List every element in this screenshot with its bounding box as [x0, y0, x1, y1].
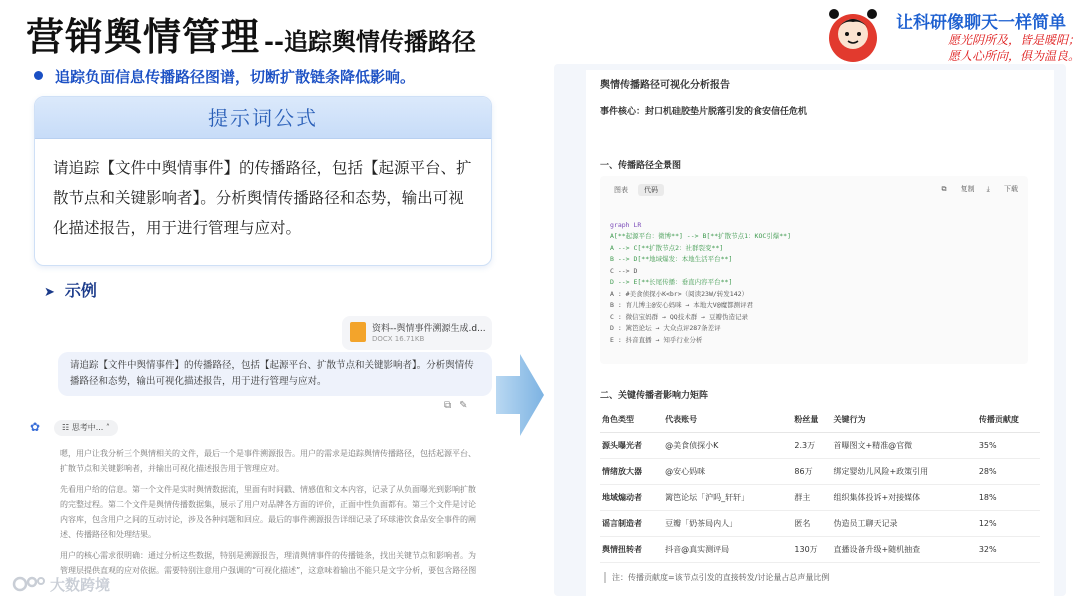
thinking-label: 思考中... [71, 423, 104, 432]
title-main: 营销舆情管理 [26, 15, 261, 59]
table-cell: 群主 [792, 484, 831, 510]
thinking-toggle[interactable]: ☷ 思考中... ˄ [54, 420, 118, 436]
code-tabs [608, 184, 668, 198]
table-cell: @安心妈咪 [663, 458, 792, 484]
download-button[interactable]: ⤓ 下载 [986, 185, 1018, 193]
table-cell: 2.3万 [792, 432, 831, 458]
influence-matrix-table [600, 408, 1040, 563]
code-content [610, 208, 791, 369]
copy-label: 复制 [960, 185, 975, 193]
ai-paragraph: 先看用户给的信息。第一个文件是实时舆情数据流，里面有时间戳、情感值和文本内容，记录了从负面曝光到影响扩散的完整过程。第二个文件是舆情传播数据集，展示了用户对品牌各方面的评价，正面中性负面都有。第三个文件是讨论内容库，包含用户之间的互动讨论，涉及各种问题和回应。最后的事件溯源报告详细记录了环球港饮食品安全事件的阐述、传播路径和处理结果。 [60, 485, 476, 539]
table-cell: 情绪放大器 [600, 458, 663, 484]
table-cell: 伪造员工聊天记录 [831, 510, 976, 536]
report-note: 注：传播贡献度=该节点引发的直接转发/讨论量占总声量比例 [604, 572, 829, 583]
user-message: 请追踪【文件中舆情事件】的传播路径，包括【起源平台、扩散节点和关键影响者】。分析舆情传播路径和态势，输出可视化描述报告，用于进行管理与应对。 [58, 352, 492, 396]
bullet-text: 追踪负面信息传播路径图谱，切断扩散链条降低影响。 [55, 68, 416, 86]
report-section2-heading: 二、关键传播者影响力矩阵 [600, 391, 709, 401]
brand-motto-line1: 愿光阴所及，皆是暖阳； [948, 33, 1080, 47]
table-cell: 地域煽动者 [600, 484, 663, 510]
report-core-event: 事件核心：封口机硅胶垫片脱落引发的食安信任危机 [600, 107, 808, 117]
title-sub: --追踪舆情传播路径 [264, 28, 476, 56]
code-actions [929, 184, 1018, 194]
document-icon [350, 322, 366, 342]
report-title: 舆情传播路径可视化分析报告 [600, 80, 730, 91]
message-tools [444, 400, 476, 411]
column-header: 关键行为 [831, 408, 976, 432]
column-header: 角色类型 [600, 408, 663, 432]
code-line: A : #美食侦探小K<br>（阅读23W/转发142） [610, 289, 749, 298]
brand-motto-line2: 愿人心所向，俱为温良。 [948, 49, 1080, 63]
column-header: 传播贡献度 [977, 408, 1040, 432]
bullet-point [34, 66, 415, 87]
table-cell: 谣言制造者 [600, 510, 663, 536]
ai-paragraph: 用户的核心需求很明确：通过分析这些数据，特别是溯源报告，理清舆情事件的传播链条，找出关键节点和影响者。为管理层提供直观的应对依据。需要特别注意用户强调的“可视化描述”，这意味着输出不能只是文字分析，要包含路径图 [60, 551, 477, 575]
code-line: B : 育儿博主@安心妈咪 → 本地大V@魔都测评君 [610, 301, 754, 309]
prompt-formula-card [34, 96, 492, 266]
code-line: C : 微信宝妈群 → QQ技术群 → 豆瓣伪造记录 [610, 312, 748, 321]
example-label: 示例 [64, 281, 97, 300]
example-heading [44, 278, 97, 301]
table-cell: 130万 [792, 536, 831, 562]
table-cell: 直播设备升级+随机抽查 [831, 536, 976, 562]
table-cell: 绑定婴幼儿风险+政策引用 [831, 458, 976, 484]
code-line: A[**起源平台：微博**] --> B[**扩散节点1：KOC引爆**] [610, 232, 792, 240]
brand-area [818, 4, 1080, 66]
file-meta: DOCX 16.71KB [372, 335, 425, 343]
table-cell: 豆瓣「奶茶局内人」 [663, 510, 792, 536]
chat-screenshot [26, 312, 492, 580]
table-cell: 舆情扭转者 [600, 536, 663, 562]
report-screenshot [554, 64, 1066, 596]
flow-arrow-icon [496, 354, 544, 436]
code-line: graph LR [610, 220, 642, 229]
download-label: 下载 [1004, 185, 1018, 193]
table-cell: 86万 [792, 458, 831, 484]
table-cell: 篱笆论坛「沪吗_轩轩」 [663, 484, 792, 510]
slide-title [26, 6, 476, 61]
thinking-icon: ☷ [62, 423, 72, 432]
code-line: E : 抖音直播 → 知乎行业分析 [610, 335, 703, 344]
table-cell: 35% [977, 432, 1040, 458]
tab-chart[interactable]: 图表 [614, 186, 628, 194]
watermark-logo-icon [12, 574, 46, 594]
arrow-right-icon: ➤ [44, 285, 55, 300]
table-row [600, 510, 1040, 536]
code-line: D : 篱笆论坛 → 大众点评287条差评 [610, 324, 721, 332]
bullet-dot-icon [34, 71, 43, 80]
table-cell: 抖音@真实测评局 [663, 536, 792, 562]
table-cell: 28% [977, 458, 1040, 484]
table-cell: 32% [977, 536, 1040, 562]
report-section1-heading: 一、传播路径全景图 [600, 161, 682, 171]
table-cell: 12% [977, 510, 1040, 536]
table-cell: 组织集体投诉+对接媒体 [831, 484, 976, 510]
report-page [586, 70, 1054, 596]
column-header: 代表账号 [663, 408, 792, 432]
code-line: B --> D[**地域爆发：本地生活平台**] [610, 255, 733, 263]
formula-header: 提示词公式 [35, 97, 491, 139]
table-row [600, 432, 1040, 458]
watermark-text: 大数跨境 [50, 576, 111, 594]
code-line: D --> E[**长尾传播：垂直内容平台**] [610, 278, 733, 286]
table-cell: 源头曝光者 [600, 432, 663, 458]
attached-file-card[interactable] [342, 316, 492, 350]
formula-text: 请追踪【文件中舆情事件】的传播路径，包括【起源平台、扩散节点和关键影响者】。分析舆情传播路径和态势，输出可视化描述报告，用于进行管理与应对。 [53, 159, 472, 237]
mascot-icon [822, 4, 884, 64]
edit-icon[interactable]: ✎ [459, 400, 476, 411]
tab-code[interactable]: 代码 [638, 184, 664, 196]
column-header: 粉丝量 [792, 408, 831, 432]
table-cell: @美食侦探小K [663, 432, 792, 458]
table-cell: 18% [977, 484, 1040, 510]
code-block [600, 176, 1028, 364]
ai-paragraph: 嗯，用户让我分析三个舆情相关的文件，最后一个是事件溯源报告。用户的需求是追踪舆情传播路径，包括起源平台、扩散节点和关键影响者，并输出可视化描述报告用于管理应对。 [60, 449, 476, 473]
table-cell: 匿名 [792, 510, 831, 536]
file-name: 资料--舆情事件溯源生成.d... [372, 324, 486, 334]
copy-icon[interactable]: ⧉ [444, 400, 460, 411]
table-header-row [600, 408, 1040, 432]
table-cell: 首曝图文+精准@官微 [831, 432, 976, 458]
assistant-avatar-icon: ✿ [30, 420, 41, 434]
brand-slogan: 让科研像聊天一样简单 [896, 13, 1066, 33]
watermark [12, 574, 110, 595]
copy-code-button[interactable]: ⧉ 复制 [941, 185, 975, 193]
code-line: A --> C[**扩散节点2：社群裂变**] [610, 243, 724, 252]
table-row [600, 536, 1040, 562]
code-line: C --> D [610, 266, 638, 275]
table-row [600, 458, 1040, 484]
table-row [600, 484, 1040, 510]
